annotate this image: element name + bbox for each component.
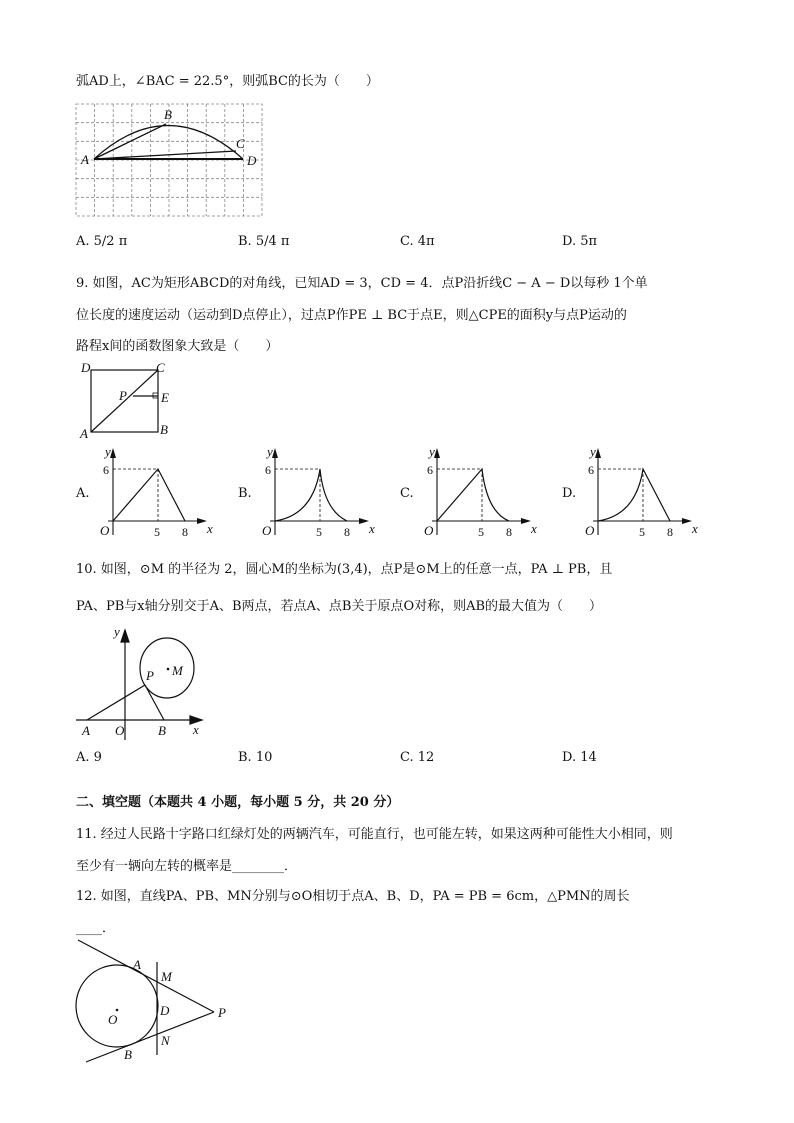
q9-option-a: A. xyxy=(76,486,90,501)
graph-label-y: y xyxy=(105,444,111,459)
q8-stem: 弧AD上，∠BAC = 22.5°，则弧BC的长为（ ） xyxy=(76,74,379,89)
q9-line2: 位长度的速度运动（运动到D点停止），过点P作PE ⊥ BC于点E，则△CPE的面积y与点P运动的 xyxy=(76,308,627,323)
graph-x-arrow xyxy=(359,518,369,524)
q9-label-a: A xyxy=(80,426,88,441)
q12-label-d: D xyxy=(160,1003,170,1018)
q12-label-a: A xyxy=(133,957,141,972)
graph-x-arrow xyxy=(197,518,207,524)
q10-line2: PA、PB与x轴分别交于A、B两点，若点A、点B关于原点O对称，则AB的最大值为（ ） xyxy=(76,599,603,614)
q9-label-e: E xyxy=(161,390,169,405)
graph-tick-6: 6 xyxy=(265,463,271,477)
graph-label-origin: O xyxy=(262,523,272,538)
graph-tick-8: 8 xyxy=(182,525,188,539)
graph-label-x: x xyxy=(207,521,213,536)
graph-tick-6: 6 xyxy=(427,463,433,477)
q11-line1: 11. 经过人民路十字路口红绿灯处的两辆汽车，可能直行，也可能左转，如果这两种可能性大小相同，则 xyxy=(76,827,673,842)
q9-label-d: D xyxy=(81,360,91,375)
q9-label-c: C xyxy=(156,360,165,375)
q10-option-c: C. 12 xyxy=(400,750,435,765)
q12-label-p: P xyxy=(218,1005,226,1020)
q10-label-a: A xyxy=(82,723,90,738)
graph-curve xyxy=(113,469,185,521)
q12-line2: ____． xyxy=(76,921,116,936)
q9-label-b: B xyxy=(160,422,168,437)
graph-tick-8: 8 xyxy=(506,525,512,539)
q12-label-n: N xyxy=(161,1033,170,1048)
q10-label-x: x xyxy=(193,722,199,737)
q8-label-c: C xyxy=(236,136,245,151)
graph-label-x: x xyxy=(692,521,698,536)
q11-line2: 至少有一辆向左转的概率是________． xyxy=(76,859,298,874)
graph-y-arrow xyxy=(272,448,278,458)
q10-line1: 10. 如图，⊙M 的半径为 2，圆心M的坐标为(3,4)，点P是⊙M上的任意一点，PA ⊥ PB，且 xyxy=(76,562,613,577)
q10-label-b: B xyxy=(158,723,166,738)
q10-option-d: D. 14 xyxy=(562,750,597,765)
graph-curve xyxy=(598,469,670,521)
q12-label-b: B xyxy=(124,1047,132,1062)
graph-tick-8: 8 xyxy=(667,525,673,539)
q10-label-p: P xyxy=(146,668,154,683)
graph-label-x: x xyxy=(531,521,537,536)
graph-y-arrow xyxy=(434,448,440,458)
q8-option-c: C. 4π xyxy=(400,234,435,249)
q10-label-m: M xyxy=(172,663,183,678)
q9-line3: 路程x间的函数图象大致是（ ） xyxy=(76,339,279,354)
graph-label-origin: O xyxy=(424,523,434,538)
q8-label-a: A xyxy=(81,152,89,167)
q9-label-p: P xyxy=(119,388,127,403)
q9-option-d: D. xyxy=(562,486,577,501)
graph-label-y: y xyxy=(590,444,596,459)
graph-curve xyxy=(437,469,509,521)
q9-line1: 9. 如图，AC为矩形ABCD的对角线，已知AD = 3，CD = 4．点P沿折线C − A − D以每秒 1个单 xyxy=(76,276,648,291)
q12-line1: 12. 如图，直线PA、PB、MN分别与⊙O相切于点A、B、D，PA = PB = 6cm，△PMN的周长 xyxy=(76,889,630,904)
q9-option-c: C. xyxy=(400,486,414,501)
q10-option-b: B. 10 xyxy=(238,750,273,765)
graph-label-x: x xyxy=(369,521,375,536)
q9-option-b: B. xyxy=(238,486,252,501)
graph-label-y: y xyxy=(267,444,273,459)
graph-x-arrow xyxy=(521,518,531,524)
graph-label-y: y xyxy=(429,444,435,459)
q8-option-a: A. 5/2 π xyxy=(76,234,128,249)
q10-label-o: O xyxy=(115,723,125,738)
graph-curve xyxy=(275,469,347,521)
q12-label-o: O xyxy=(108,1012,118,1027)
graph-tick-5: 5 xyxy=(154,525,160,539)
graph-label-origin: O xyxy=(100,523,110,538)
graph-tick-5: 5 xyxy=(639,525,645,539)
graph-y-arrow xyxy=(595,448,601,458)
q8-option-d: D. 5π xyxy=(562,234,598,249)
graph-tick-5: 5 xyxy=(478,525,484,539)
section-heading: 二、填空题（本题共 4 小题，每小题 5 分，共 20 分） xyxy=(76,795,400,810)
q10-label-y: y xyxy=(114,624,120,639)
graph-tick-8: 8 xyxy=(344,525,350,539)
graph-y-arrow xyxy=(110,448,116,458)
q10-option-a: A. 9 xyxy=(76,750,102,765)
q8-option-b: B. 5/4 π xyxy=(238,234,290,249)
graph-tick-6: 6 xyxy=(588,463,594,477)
q12-label-m: M xyxy=(161,969,172,984)
graph-x-arrow xyxy=(682,518,692,524)
graph-tick-5: 5 xyxy=(316,525,322,539)
q8-label-d: D xyxy=(247,153,257,168)
graph-label-origin: O xyxy=(585,523,595,538)
q8-label-b: B xyxy=(164,107,172,122)
graph-tick-6: 6 xyxy=(103,463,109,477)
